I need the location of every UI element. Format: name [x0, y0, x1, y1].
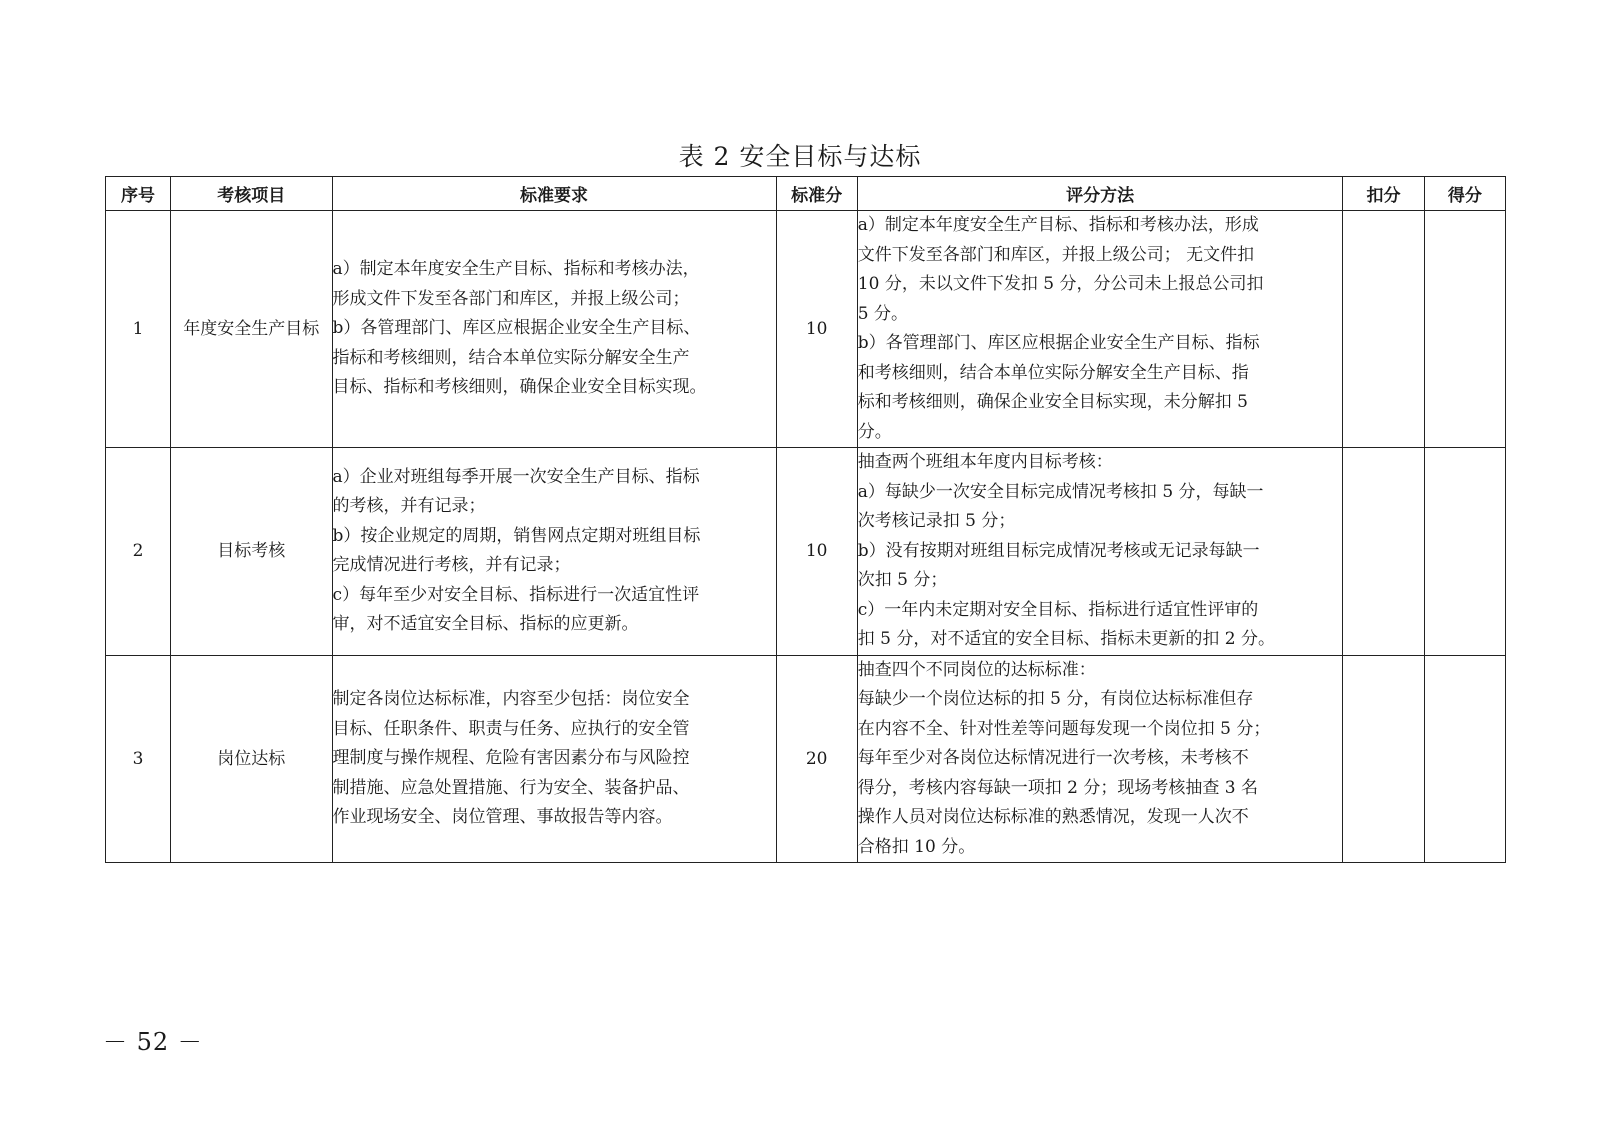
- method-line: 次考核记录扣 5 分；: [857, 511, 1016, 531]
- method-line: 每缺少一个岗位达标的扣 5 分，有岗位达标标准但存: [857, 689, 1254, 709]
- row-got: [1424, 655, 1505, 863]
- method-line: a）每缺少一次安全目标完成情况考核扣 5 分，每缺一: [857, 481, 1264, 502]
- row-deduct: [1343, 211, 1424, 448]
- requirement-line: a）制定本年度安全生产目标、指标和考核办法，: [332, 259, 700, 280]
- header-got: 得分: [1424, 177, 1505, 211]
- method-line: b）没有按期对班组目标完成情况考核或无记录每缺一: [857, 540, 1260, 561]
- method-line: 扣 5 分，对不适宜的安全目标、指标未更新的扣 2 分。: [857, 629, 1276, 649]
- method-line: 10 分，未以文件下发扣 5 分，分公司未上报总公司扣: [857, 274, 1264, 294]
- row-item: 目标考核: [171, 448, 333, 656]
- requirement-line: 理制度与操作规程、危险有害因素分布与风险控: [332, 748, 690, 768]
- requirement-line: 目标、任职条件、职责与任务、应执行的安全管: [332, 718, 690, 739]
- table-row: [106, 655, 1506, 863]
- method-line: 次扣 5 分；: [857, 570, 948, 590]
- row-requirement: [332, 655, 776, 863]
- row-requirement: [332, 448, 776, 656]
- row-got: [1424, 211, 1505, 448]
- row-got: [1424, 448, 1505, 656]
- requirement-line: 形成文件下发至各部门和库区，并报上级公司；: [332, 288, 690, 309]
- row-method: [857, 211, 1343, 448]
- row-item: 岗位达标: [171, 655, 333, 863]
- method-line: a）制定本年度安全生产目标、指标和考核办法，形成: [857, 215, 1259, 235]
- page-number: － 52 －: [103, 1028, 203, 1056]
- row-deduct: [1343, 655, 1424, 863]
- method-line: b）各管理部门、库区应根据企业安全生产目标、指标: [857, 333, 1260, 353]
- row-method: [857, 448, 1343, 656]
- requirement-line: c）每年至少对安全目标、指标进行一次适宜性评: [332, 584, 700, 605]
- requirement-line: 审，对不适宜安全目标、指标的应更新。: [332, 614, 639, 635]
- method-line: 5 分。: [857, 303, 909, 324]
- row-score: 20: [776, 655, 857, 863]
- row-no: 2: [106, 448, 171, 656]
- method-line: 分。: [857, 421, 892, 442]
- header-no: 序号: [106, 177, 171, 211]
- row-score: 10: [776, 211, 857, 448]
- row-item: 年度安全生产目标: [171, 211, 333, 448]
- method-line: 和考核细则，结合本单位实际分解安全生产目标、指: [857, 362, 1249, 383]
- requirement-line: 的考核，并有记录；: [332, 496, 486, 517]
- header-item: 考核项目: [171, 177, 333, 211]
- header-score: 标准分: [776, 177, 857, 211]
- table-title: 表 2 安全目标与达标: [678, 142, 922, 171]
- table-row: [106, 448, 1506, 656]
- row-score: 10: [776, 448, 857, 656]
- requirement-line: b）按企业规定的周期，销售网点定期对班组目标: [332, 525, 701, 546]
- requirement-line: 作业现场安全、岗位管理、事故报告等内容。: [332, 807, 673, 827]
- method-line: 操作人员对岗位达标标准的熟悉情况，发现一人次不: [857, 807, 1249, 827]
- method-line: 得分，考核内容每缺一项扣 2 分；现场考核抽查 3 名: [857, 777, 1259, 798]
- method-line: 合格扣 10 分。: [857, 836, 976, 857]
- row-method: [857, 655, 1343, 863]
- header-requirement: 标准要求: [332, 177, 776, 211]
- header-deduct: 扣分: [1343, 177, 1424, 211]
- requirement-line: 制措施、应急处置措施、行为安全、装备护品、: [332, 777, 690, 798]
- requirement-line: 制定各岗位达标标准，内容至少包括：岗位安全: [332, 689, 690, 709]
- row-deduct: [1343, 448, 1424, 656]
- method-line: c）一年内未定期对安全目标、指标进行适宜性评审的: [857, 599, 1259, 620]
- method-line: 文件下发至各部门和库区，并报上级公司； 无文件扣: [857, 244, 1255, 265]
- requirement-line: 指标和考核细则，结合本单位实际分解安全生产: [332, 347, 690, 368]
- header-row: [106, 177, 1506, 211]
- header-method: 评分方法: [857, 177, 1343, 211]
- table-row: [106, 211, 1506, 448]
- method-line: 抽查四个不同岗位的达标标准：: [857, 659, 1096, 680]
- method-line: 标和考核细则，确保企业安全目标实现，未分解扣 5: [857, 392, 1248, 412]
- requirement-line: b）各管理部门、库区应根据企业安全生产目标、: [332, 318, 701, 339]
- row-no: 3: [106, 655, 171, 863]
- requirement-line: 目标、指标和考核细则，确保企业安全目标实现。: [332, 377, 707, 398]
- row-requirement: [332, 211, 776, 448]
- row-no: 1: [106, 211, 171, 448]
- requirement-line: a）企业对班组每季开展一次安全生产目标、指标: [332, 466, 700, 487]
- method-line: 每年至少对各岗位达标情况进行一次考核，未考核不: [857, 748, 1249, 768]
- assessment-table: [105, 176, 1506, 863]
- requirement-line: 完成情况进行考核，并有记录；: [332, 555, 571, 576]
- method-line: 在内容不全、针对性差等问题每发现一个岗位扣 5 分；: [857, 718, 1271, 739]
- method-line: 抽查两个班组本年度内目标考核：: [857, 452, 1113, 472]
